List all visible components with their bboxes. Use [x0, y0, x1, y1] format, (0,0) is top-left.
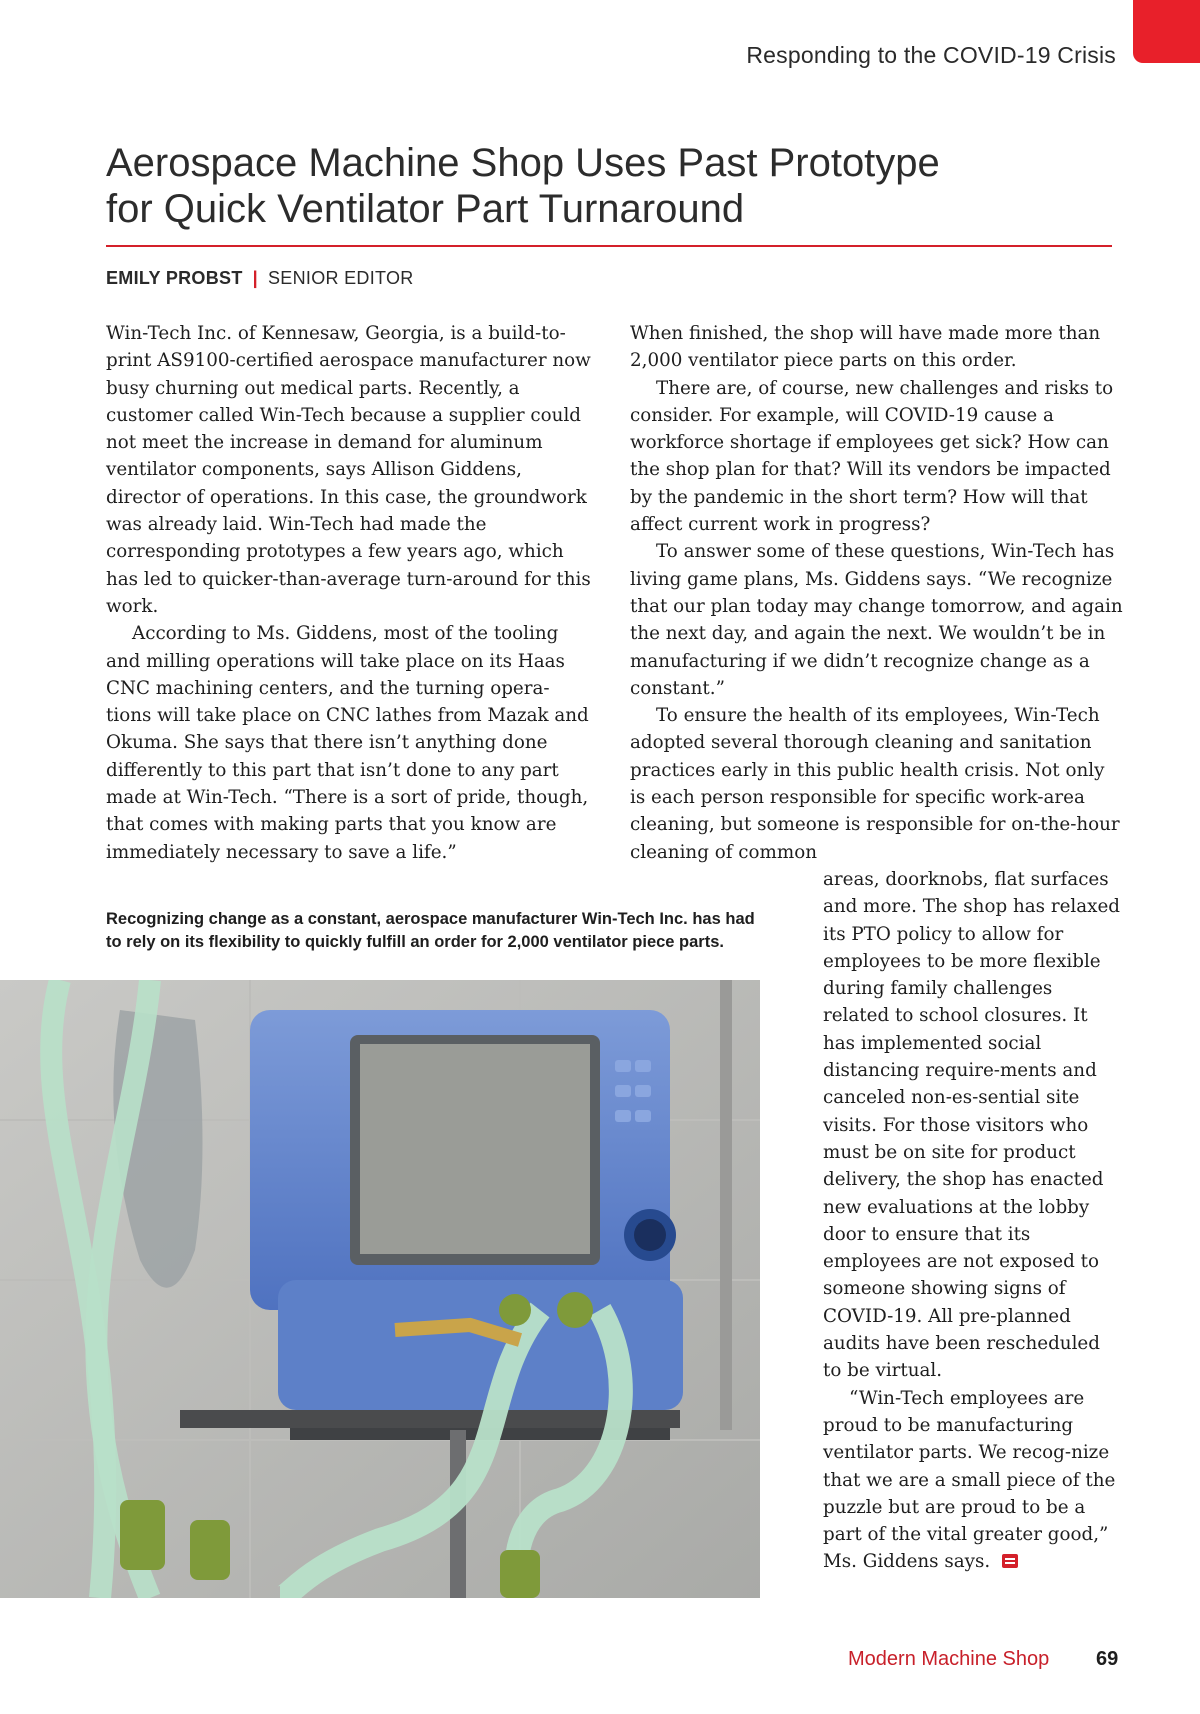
- article-column-1: [106, 320, 592, 866]
- paragraph: To ensure the health of its employees, Win-Tech adopted several thorough cleaning and sanitation practices early in this public health crisis. Not only is each person responsible for specific work-area cleaning, but someone is responsible for on-the-hour cleaning of common: [630, 705, 1120, 863]
- byline-separator: |: [252, 268, 258, 288]
- headline-line-2: for Quick Ventilator Part Turnaround: [106, 187, 745, 231]
- article-column-2: [630, 320, 1124, 866]
- paragraph: According to Ms. Giddens, most of the tooling and milling operations will take place on its Haas CNC machining centers, and the turning opera-tions will take place on CNC lathes from Mazak and Okuma. She says that there isn’t anything done differently to this part that isn’t done to any part made at Win-Tech. “There is a sort of pride, though, that comes with making parts that you know are immediately necessary to save a life.”: [106, 623, 589, 863]
- paragraph: When finished, the shop will have made more than 2,000 ventilator piece parts on this order.: [630, 323, 1101, 372]
- section-title: Responding to the COVID-19 Crisis: [746, 42, 1116, 68]
- paragraph: areas, doorknobs, flat surfaces and more. The shop has relaxed its PTO policy to allow for employees to be more flexible during family challenges related to school closures. It has implemented social distancing require-ments and canceled non-es-sential site visits. For those visitors who must be on site for product delivery, the shop has enacted new evaluations at the lobby door to ensure that its employees are not exposed to someone showing signs of COVID-19. All pre-planned audits have been rescheduled to be virtual.: [823, 869, 1120, 1382]
- photo-caption: Recognizing change as a constant, aerospace manufacturer Win-Tech Inc. has had to rely on its flexibility to quickly fulfill an order for 2,000 ventilator piece parts.: [106, 910, 755, 951]
- paragraph: There are, of course, new challenges and risks to consider. For example, will COVID-19 cause a workforce shortage if employees get sick? How can the shop plan for that? Will its vendors be impacted by the pandemic in the short term? How will that affect current work in progress?: [630, 377, 1114, 536]
- headline-rule: [106, 245, 1112, 247]
- ventilator-photo: [0, 980, 760, 1598]
- paragraph: To answer some of these questions, Win-Tech has living game plans, Ms. Giddens says. “We recognize that our plan today may change tomorrow, and again the next day, and again the next. We wouldn’t be in manufacturing if we didn’t recognize change as a constant.”: [630, 541, 1123, 699]
- author-title: SENIOR EDITOR: [267, 268, 414, 288]
- headline: [106, 140, 1106, 232]
- page-number: 69: [1096, 1648, 1119, 1670]
- author-name: EMILY PROBST: [106, 268, 243, 288]
- paragraph: Win-Tech Inc. of Kennesaw, Georgia, is a build-to-print AS9100-certified aerospace manufacturer now busy churning out medical parts. Recently, a customer called Win-Tech because a supplier could not meet the increase in demand for aluminum ventilator components, says Allison Giddens, director of operations. In this case, the groundwork was already laid. Win-Tech had made the corresponding prototypes a few years ago, which has led to quicker-than-average turn-around for this work.: [106, 323, 591, 617]
- end-mark-icon: [1002, 1554, 1018, 1568]
- byline: [106, 268, 414, 289]
- footer-publication: Modern Machine Shop: [848, 1648, 1050, 1670]
- headline-line-1: Aerospace Machine Shop Uses Past Prototype: [106, 141, 940, 185]
- section-tab: [1133, 0, 1200, 63]
- paragraph-text: “Win-Tech employees are proud to be manufacturing ventilator parts. We recog-nize that we are a small piece of the puzzle but are proud to be a part of the vital greater good,” Ms. Giddens says.: [823, 1387, 1116, 1573]
- article-column-3: [823, 866, 1123, 1576]
- paragraph: [823, 1385, 1123, 1576]
